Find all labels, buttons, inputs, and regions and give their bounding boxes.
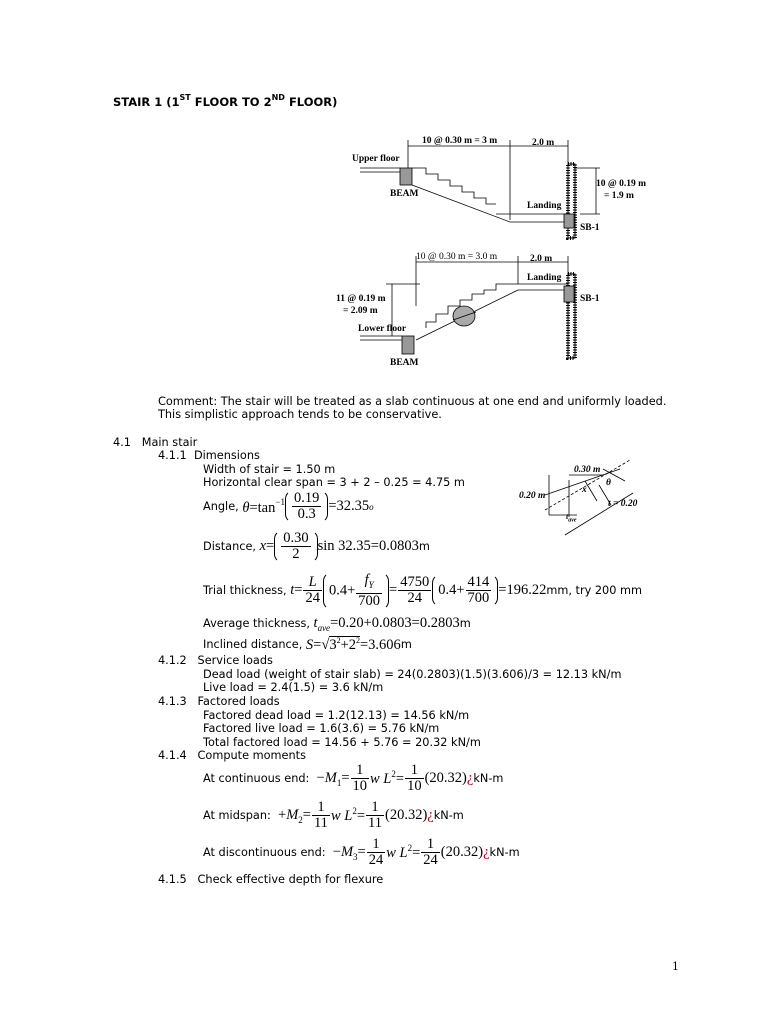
inclined-distance: Inclined distance, $S=√3^2+2^2=3.606$ m	[203, 636, 412, 653]
label-beam-top: BEAM	[390, 189, 419, 199]
total-factored-load: Total factored load = 14.56 + 5.76 = 20.32 kN/m	[203, 736, 481, 749]
label-sb1-bottom: SB-1	[580, 294, 600, 304]
section-4-1: 4.1 Main stair	[113, 436, 198, 449]
page-title: STAIR 1 (1ST FLOOR TO 2ND FLOOR)	[113, 93, 338, 109]
label-upper-floor: Upper floor	[352, 154, 400, 164]
label-landing-top: Landing	[527, 201, 562, 211]
dim-landing-bottom: 2.0 m	[530, 254, 553, 264]
label-sb1-top: SB-1	[580, 223, 600, 233]
dim-vertical-top-1: 10 @ 0.19 m	[596, 179, 647, 189]
label-t-020: t = 0.20	[608, 499, 638, 509]
page-number: 1	[672, 960, 679, 973]
dim-horizontal-bottom: 10 @ 0.30 m = 3.0 m	[416, 252, 498, 262]
section-4-1-2: 4.1.2 Service loads	[158, 654, 273, 667]
factored-dead-load: Factored dead load = 1.2(12.13) = 14.56 kN/m	[203, 709, 470, 722]
trial-thickness-formula: Trial thickness, t= $\frac{L}{24}$ 0.4+ $\frac{f_Y}{700}$ = $\frac{4750}{24}$ 0.4+ $\frac{414}{700}$ =196.22 mm, try 200 mm	[203, 572, 643, 609]
dim-vertical-bottom-2: = 2.09 m	[343, 306, 378, 316]
angle-formula: Angle, $\theta=\tan^{-1}$ $\frac{0.19}{0.3}$ =32.35 o	[203, 490, 374, 522]
comment-line-2: This simplistic approach tends to be conservative.	[158, 408, 442, 421]
horizontal-clear-span: Horizontal clear span = 3 + 2 – 0.25 = 4.75 m	[203, 476, 465, 489]
section-4-1-4: 4.1.4 Compute moments	[158, 749, 306, 762]
dim-horizontal-top: 10 @ 0.30 m = 3 m	[422, 136, 498, 146]
label-t-ave: $t_{ave}$	[566, 512, 577, 524]
distance-formula: Distance, x= $\frac{0.30}{2}$ sin 32.35=0.0803 m	[203, 530, 430, 562]
width-of-stair: Width of stair = 1.50 m	[203, 463, 336, 476]
dim-tread-030: 0.30 m	[574, 465, 601, 475]
moment-continuous-end: At continuous end: $-M_1=$ $\frac{1}{10}$ w $L^2=$ $\frac{1}{10}$ (20.32) ¿ kN-m	[203, 762, 504, 794]
dim-vertical-top-2: = 1.9 m	[604, 191, 634, 201]
dim-riser-020: 0.20 m	[519, 491, 546, 501]
dim-vertical-bottom-1: 11 @ 0.19 m	[336, 294, 386, 304]
section-4-1-5: 4.1.5 Check effective depth for flexure	[158, 873, 384, 886]
moment-midspan: At midspan: $+M_2=$ $\frac{1}{11}$ w $L^2=$ $\frac{1}{11}$ (20.32) ¿ kN-m	[203, 799, 464, 831]
dead-load: Dead load (weight of stair slab) = 24(0.2803)(1.5)(3.606)/3 = 12.13 kN/m	[203, 668, 622, 681]
label-beam-bottom: BEAM	[390, 358, 419, 368]
section-4-1-1: 4.1.1 Dimensions	[158, 449, 260, 462]
label-x: x	[582, 485, 587, 495]
factored-live-load: Factored live load = 1.6(3.6) = 5.76 kN/m	[203, 722, 440, 735]
label-lower-floor: Lower floor	[358, 324, 407, 334]
moment-discontinuous-end: At discontinuous end: $-M_3=$ $\frac{1}{24}$ w $L^2=$ $\frac{1}{24}$ (20.32) ¿ kN-m	[203, 836, 520, 868]
label-theta: θ	[606, 478, 611, 488]
label-landing-bottom: Landing	[527, 273, 562, 283]
comment-line-1: Comment: The stair will be treated as a slab continuous at one end and uniformly loaded.	[158, 395, 667, 408]
average-thickness: Average thickness, $t_{ave}=0.20+0.0803=0.2803$ m	[203, 615, 471, 633]
section-4-1-3: 4.1.3 Factored loads	[158, 695, 280, 708]
dim-landing-top: 2.0 m	[532, 138, 555, 148]
live-load: Live load = 2.4(1.5) = 3.6 kN/m	[203, 681, 384, 694]
